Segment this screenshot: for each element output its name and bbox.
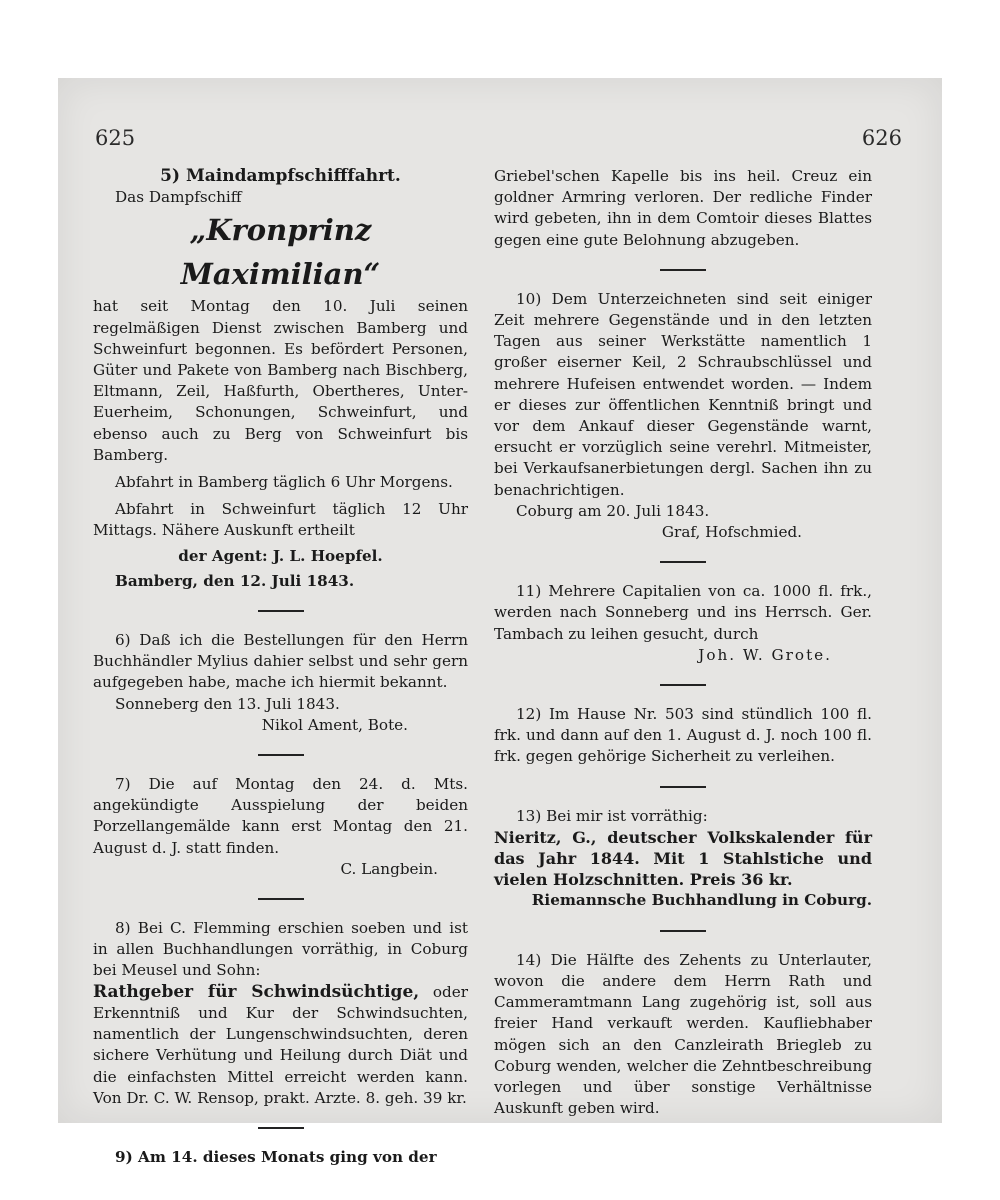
right-column (494, 166, 872, 1119)
ad10-signature: Graf, Hofschmied. (661, 523, 802, 542)
ad13-book-title: Nieritz, G., deutscher Volkskalender für das Jahr 1844. Mit 1 Stahlstiche und vielen Holzschnitten. Preis 36 kr. (494, 827, 872, 890)
divider (258, 1127, 304, 1129)
page-number-left: 625 (95, 126, 136, 150)
ad5-place-date: Bamberg, den 12. Juli 1843. (115, 571, 355, 590)
newspaper-page (58, 78, 942, 1166)
ad5-departure-bamberg: Abfahrt in Bamberg täglich 6 Uhr Morgens. (115, 473, 453, 492)
ad9-body-start: 9) Am 14. dieses Monats ging von der (115, 1147, 437, 1166)
divider (258, 610, 304, 612)
ad6-body: 6) Daß ich die Bestellungen für den Herrn Buchhändler Mylius dahier selbst und sehr gern aufgegeben habe, mache ich hiermit bekannt. (93, 631, 468, 692)
ad8-book-title: Rathgeber für Schwindsüchtige, (93, 981, 420, 1002)
ad9-body-continued: Griebel'schen Kapelle bis ins heil. Creuz ein goldner Armring verloren. Der redliche Finder wird gebeten, ihn in dem Comtoir dieses Blattes gegen eine gute Belohnung abzugeben. (494, 167, 872, 249)
divider (660, 684, 706, 686)
ad13-intro: 13) Bei mir ist vorräthig: (516, 806, 708, 825)
ad8-book-description: oder Erkenntniß und Kur der Schwindsuchten, namentlich der Lungenschwindsuchten, deren sichere Verhütung und Heilung durch Diät und die einfachsten Mittel erreicht werden kann. Von Dr. C. W. Rensop, prakt. Arzte. 8. geh. 39 kr. (93, 982, 468, 1107)
divider (660, 930, 706, 932)
ad14-body: 14) Die Hälfte des Zehents zu Unterlauter, wovon die andere dem Herrn Rath und Cammeramtmann Lang zugehörig ist, soll aus freier Hand verkauft werden. Kaufliebhaber mögen sich an den Canzleirath Briegleb zu Coburg wenden, welcher die Zehntbeschreibung vorlegen und über sonstige Verhältnisse Auskunft geben wird. (494, 950, 872, 1118)
divider (660, 786, 706, 788)
divider (660, 269, 706, 271)
ad5-ship-name: „Kronprinz Maximilian“ (180, 213, 381, 292)
ad5-intro: Das Dampfschiff (115, 188, 242, 207)
ad11-body: 11) Mehrere Capitalien von ca. 1000 fl. frk., werden nach Sonneberg und ins Herrsch. Ger. Tambach zu leihen gesucht, durch (494, 582, 872, 643)
ad8-body: 8) Bei C. Flemming erschien soeben und ist in allen Buchhandlungen vorräthig, in Coburg bei Meusel und Sohn: (93, 919, 468, 980)
ad12-body: 12) Im Hause Nr. 503 sind stündlich 100 fl. frk. und dann auf den 1. August d. J. noch 100 fl. frk. gegen gehörige Sicherheit zu verleihen. (494, 705, 872, 766)
ad11-signature: Joh. W. Grote. (698, 645, 832, 664)
ad10-place-date: Coburg am 20. Juli 1843. (516, 501, 710, 520)
divider (258, 898, 304, 900)
ad6-signature: Nikol Ament, Bote. (261, 715, 408, 734)
left-column (93, 166, 468, 1168)
ad7-body: 7) Die auf Montag den 24. d. Mts. angekündigte Ausspielung der beiden Porzellangemälde kann erst Montag den 21. August d. J. statt finden. (93, 775, 468, 857)
ad5-agent: der Agent: J. L. Hoepfel. (178, 546, 383, 565)
ad5-heading: 5) Maindampfschifffahrt. (160, 166, 401, 186)
divider (660, 561, 706, 563)
ad13-signature: Riemannsche Buchhandlung in Coburg. (531, 891, 872, 910)
ad6-place-date: Sonneberg den 13. Juli 1843. (115, 694, 340, 713)
page-number-right: 626 (861, 126, 902, 150)
ad5-body: hat seit Montag den 10. Juli seinen regelmäßigen Dienst zwischen Bamberg und Schweinfurt begonnen. Es befördert Personen, Güter und Pakete von Bamberg nach Bischberg, Eltmann, Zeil, Haßfurth, Obertheres, Unter-Euerheim, Schonungen, Schweinfurt, und ebenso auch zu Berg von Schweinfurt bis Bamberg. (93, 297, 468, 464)
ad5-departure-schweinfurt: Abfahrt in Schweinfurt täglich 12 Uhr Mittags. Nähere Auskunft ertheilt (93, 500, 468, 540)
divider (258, 754, 304, 756)
ad10-body: 10) Dem Unterzeichneten sind seit einiger Zeit mehrere Gegenstände und in den letzten Tagen aus seiner Werkstätte namentlich 1 großer eiserner Keil, 2 Schraubschlüssel und mehrere Hufeisen entwendet worden. — Indem er dieses zur öffentlichen Kenntniß bringt und vor dem Ankauf dieser Gegenstände warnt, ersucht er vorzüglich seine verehrl. Mitmeister, bei Verkaufsanerbietungen dergl. Sachen ihn zu benachrichtigen. (494, 289, 872, 499)
ad7-signature: C. Langbein. (340, 859, 438, 878)
